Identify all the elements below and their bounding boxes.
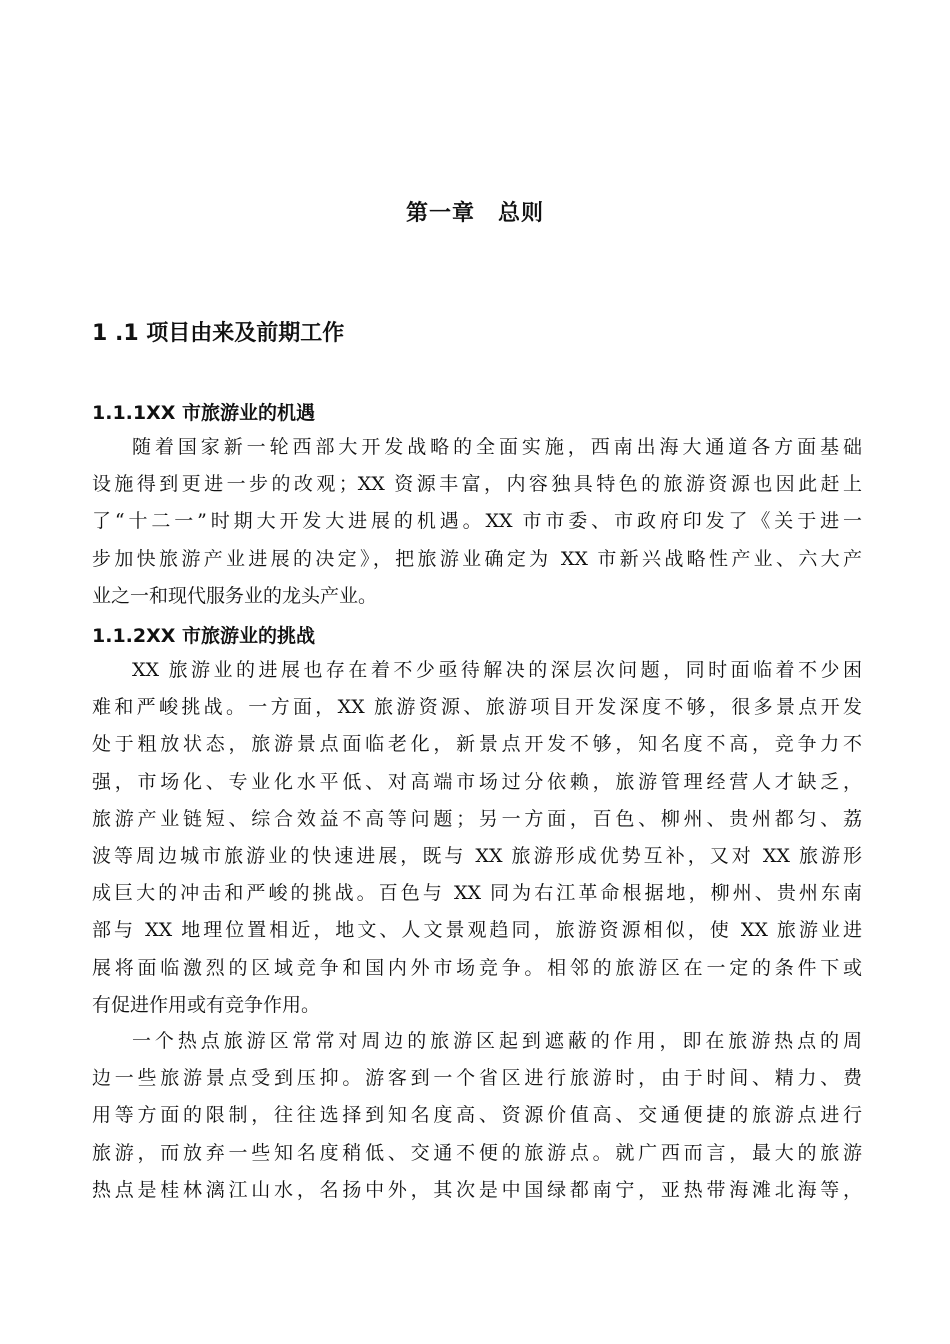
paragraph-line: 成巨大的冲击和严峻的挑战。百色与 XX 同为右江革命根据地，柳州、贵州东南	[92, 882, 862, 905]
paragraph-line: 设施得到更进一步的改观；XX 资源丰富，内容独具特色的旅游资源也因此赶上	[92, 473, 862, 496]
paragraph-line: 了“十二一”时期大开发大进展的机遇。XX 市市委、市政府印发了《关于进一	[92, 510, 862, 533]
section-title: 1 .1 项目由来及前期工作	[92, 321, 345, 346]
paragraph-line: 一个热点旅游区常常对周边的旅游区起到遮蔽的作用，即在旅游热点的周	[132, 1030, 862, 1052]
paragraph-line: 边一些旅游景点受到压抑。游客到一个省区进行旅游时，由于时间、精力、费	[92, 1067, 862, 1090]
paragraph-line: 部与 XX 地理位置相近，地文、人文景观趋同，旅游资源相似，使 XX 旅游业进	[92, 919, 862, 942]
paragraph-line: 强，市场化、专业化水平低、对高端市场过分依赖，旅游管理经营人才缺乏，	[92, 770, 862, 793]
paragraph-line: 旅游，而放弃一些知名度稍低、交通不便的旅游点。就广西而言，最大的旅游	[92, 1141, 862, 1164]
paragraph-line: 步加快旅游产业进展的决定》，把旅游业确定为 XX 市新兴战略性产业、六大产	[92, 547, 862, 570]
paragraph-challenge-2	[92, 1023, 862, 1209]
paragraph-challenge-1	[92, 652, 862, 1024]
subsection-title-challenge: 1.1.2XX 市旅游业的挑战	[92, 625, 316, 647]
paragraph-line: 业之一和现代服务业的龙头产业。	[92, 584, 378, 607]
paragraph-line: 难和严峻挑战。一方面，XX 旅游资源、旅游项目开发深度不够，很多景点开发	[92, 696, 862, 719]
paragraph-opportunity	[92, 429, 862, 615]
paragraph-line: 展将面临激烈的区域竞争和国内外市场竞争。相邻的旅游区在一定的条件下或	[92, 956, 862, 979]
paragraph-line: 处于粗放状态，旅游景点面临老化，新景点开发不够，知名度不高，竞争力不	[92, 733, 862, 756]
subsection-title-opportunity: 1.1.1XX 市旅游业的机遇	[92, 402, 316, 424]
paragraph-line: 波等周边城市旅游业的快速进展，既与 XX 旅游形成优势互补，又对 XX 旅游形	[92, 844, 862, 867]
paragraph-line: 旅游产业链短、综合效益不高等问题；另一方面，百色、柳州、贵州都匀、荔	[92, 807, 862, 830]
chapter-title: 第一章 总则	[405, 201, 544, 226]
paragraph-line: XX 旅游业的进展也存在着不少亟待解决的深层次问题，同时面临着不少困	[132, 659, 862, 681]
paragraph-line: 用等方面的限制，往往选择到知名度高、资源价值高、交通便捷的旅游点进行	[92, 1104, 862, 1127]
paragraph-line: 热点是桂林漓江山水，名扬中外，其次是中国绿都南宁，亚热带海滩北海等，	[92, 1178, 862, 1201]
paragraph-line: 有促进作用或有竞争作用。	[92, 993, 321, 1016]
paragraph-line: 随着国家新一轮西部大开发战略的全面实施，西南出海大通道各方面基础	[132, 436, 862, 458]
